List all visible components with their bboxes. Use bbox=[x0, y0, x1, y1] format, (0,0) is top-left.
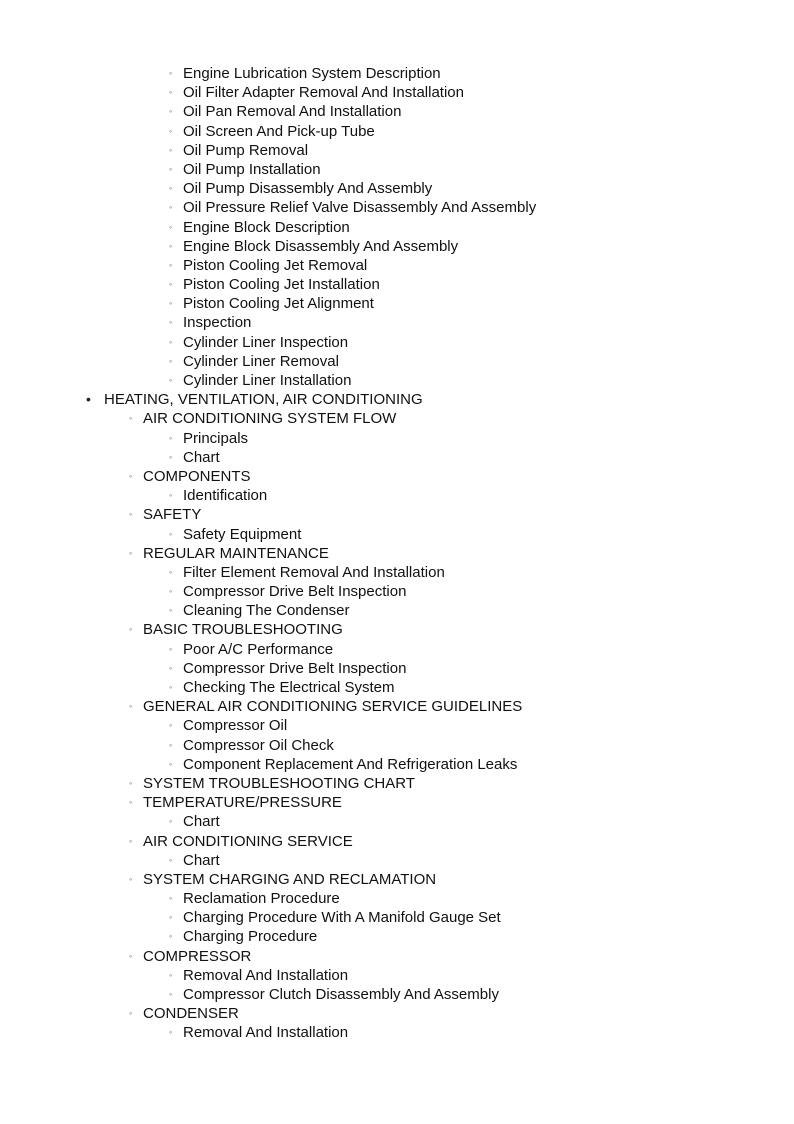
toc-entry-label: Piston Cooling Jet Removal bbox=[183, 256, 368, 274]
toc-entry-label: Cylinder Liner Installation bbox=[183, 372, 352, 389]
toc-subsection bbox=[0, 620, 794, 639]
toc-entry bbox=[0, 294, 794, 313]
bullet-circle-icon: ◦ bbox=[169, 451, 173, 462]
toc-entry bbox=[0, 275, 794, 294]
table-of-contents bbox=[0, 64, 794, 1043]
toc-entry-label: Cylinder Liner Removal bbox=[183, 352, 339, 370]
toc-entry bbox=[0, 141, 794, 160]
bullet-circle-icon: ◦ bbox=[169, 355, 173, 366]
bullet-circle-icon: ◦ bbox=[169, 854, 173, 865]
toc-entry-label: Poor A/C Performance bbox=[183, 640, 334, 658]
bullet-circle-icon: ◦ bbox=[129, 547, 133, 558]
bullet-circle-icon: ◦ bbox=[169, 643, 173, 654]
toc-entry bbox=[0, 160, 794, 179]
toc-entry bbox=[0, 486, 794, 505]
toc-entry-label: Engine Lubrication System Description bbox=[183, 65, 441, 82]
toc-entry-label: Reclamation Procedure bbox=[183, 890, 340, 908]
toc-entry bbox=[0, 889, 794, 908]
bullet-circle-icon: ◦ bbox=[169, 969, 173, 980]
toc-entry-label: GENERAL AIR CONDITIONING SERVICE GUIDELINES bbox=[143, 698, 523, 716]
toc-entry bbox=[0, 198, 794, 217]
bullet-circle-icon: ◦ bbox=[169, 163, 173, 174]
bullet-circle-icon: ◦ bbox=[169, 68, 173, 78]
toc-entry-label: Engine Block Disassembly And Assembly bbox=[183, 237, 459, 255]
bullet-circle-icon: ◦ bbox=[169, 586, 173, 597]
bullet-circle-icon: ◦ bbox=[169, 931, 173, 942]
toc-entry bbox=[0, 582, 794, 601]
toc-entry bbox=[0, 985, 794, 1004]
bullet-circle-icon: ◦ bbox=[169, 202, 173, 213]
bullet-circle-icon: ◦ bbox=[169, 739, 173, 750]
toc-entry-label: Oil Pump Disassembly And Assembly bbox=[183, 180, 433, 198]
toc-entry-label: Principals bbox=[183, 429, 249, 447]
bullet-circle-icon: ◦ bbox=[169, 528, 173, 539]
toc-entry-label: Piston Cooling Jet Alignment bbox=[183, 295, 374, 313]
toc-entry-label: Charging Procedure With A Manifold Gauge Set bbox=[183, 909, 501, 927]
bullet-circle-icon: ◦ bbox=[169, 566, 173, 577]
toc-entry bbox=[0, 102, 794, 121]
toc-entry-label: AIR CONDITIONING SERVICE bbox=[143, 832, 353, 850]
toc-entry-label: Charging Procedure bbox=[183, 928, 318, 946]
bullet-disc-icon: • bbox=[86, 391, 91, 408]
toc-subsection bbox=[0, 544, 794, 563]
bullet-circle-icon: ◦ bbox=[169, 221, 173, 232]
toc-entry bbox=[0, 601, 794, 620]
toc-subsection bbox=[0, 870, 794, 889]
toc-entry bbox=[0, 371, 794, 390]
toc-entry-label: Chart bbox=[183, 448, 220, 466]
toc-entry bbox=[0, 83, 794, 102]
toc-entry-label: Compressor Clutch Disassembly And Assembly bbox=[183, 986, 499, 1003]
toc-entry bbox=[0, 812, 794, 831]
toc-entry-label: Oil Pressure Relief Valve Disassembly And Assembly bbox=[183, 199, 537, 217]
toc-section bbox=[0, 390, 794, 409]
bullet-circle-icon: ◦ bbox=[169, 144, 173, 155]
toc-entry bbox=[0, 122, 794, 141]
toc-entry-label: Cleaning The Condenser bbox=[183, 602, 350, 620]
bullet-circle-icon: ◦ bbox=[129, 1008, 133, 1019]
toc-entry-label: COMPRESSOR bbox=[143, 947, 252, 965]
toc-entry bbox=[0, 256, 794, 275]
bullet-circle-icon: ◦ bbox=[129, 835, 133, 846]
toc-entry-label: HEATING, VENTILATION, AIR CONDITIONING bbox=[104, 391, 423, 409]
bullet-circle-icon: ◦ bbox=[129, 797, 133, 808]
toc-subsection bbox=[0, 793, 794, 812]
toc-entry bbox=[0, 313, 794, 332]
toc-entry-label: Compressor Drive Belt Inspection bbox=[183, 659, 407, 677]
bullet-circle-icon: ◦ bbox=[169, 893, 173, 904]
bullet-circle-icon: ◦ bbox=[169, 336, 173, 347]
toc-entry-label: Piston Cooling Jet Installation bbox=[183, 276, 380, 294]
bullet-circle-icon: ◦ bbox=[129, 509, 133, 520]
toc-entry-label: Chart bbox=[183, 813, 220, 831]
bullet-circle-icon: ◦ bbox=[169, 317, 173, 328]
toc-entry-label: Removal And Installation bbox=[183, 966, 349, 984]
bullet-circle-icon: ◦ bbox=[129, 470, 133, 481]
toc-entry bbox=[0, 237, 794, 256]
toc-entry bbox=[0, 563, 794, 582]
toc-subsection bbox=[0, 774, 794, 793]
toc-subsection bbox=[0, 1004, 794, 1023]
toc-entry-label: SYSTEM CHARGING AND RECLAMATION bbox=[143, 870, 437, 888]
toc-entry bbox=[0, 927, 794, 946]
bullet-circle-icon: ◦ bbox=[169, 720, 173, 731]
bullet-circle-icon: ◦ bbox=[129, 624, 133, 635]
bullet-circle-icon: ◦ bbox=[169, 375, 173, 385]
bullet-circle-icon: ◦ bbox=[169, 183, 173, 194]
toc-subsection bbox=[0, 697, 794, 716]
toc-entry-label: Oil Pan Removal And Installation bbox=[183, 103, 402, 121]
toc-entry bbox=[0, 736, 794, 755]
toc-entry bbox=[0, 908, 794, 927]
toc-entry-label: Oil Pump Installation bbox=[183, 160, 321, 178]
bullet-circle-icon: ◦ bbox=[169, 432, 173, 443]
bullet-circle-icon: ◦ bbox=[169, 490, 173, 501]
bullet-circle-icon: ◦ bbox=[169, 259, 173, 270]
bullet-circle-icon: ◦ bbox=[169, 125, 173, 136]
bullet-circle-icon: ◦ bbox=[169, 1027, 173, 1038]
bullet-circle-icon: ◦ bbox=[169, 87, 173, 98]
bullet-circle-icon: ◦ bbox=[169, 662, 173, 673]
toc-subsection bbox=[0, 505, 794, 524]
toc-entry-label: COMPONENTS bbox=[143, 467, 251, 485]
toc-entry bbox=[0, 966, 794, 985]
toc-entry-label: BASIC TROUBLESHOOTING bbox=[143, 621, 343, 639]
toc-entry bbox=[0, 525, 794, 544]
toc-entry-label: Removal And Installation bbox=[183, 1024, 349, 1042]
toc-subsection bbox=[0, 832, 794, 851]
toc-entry bbox=[0, 429, 794, 448]
toc-entry bbox=[0, 755, 794, 774]
bullet-circle-icon: ◦ bbox=[129, 777, 133, 788]
toc-entry-label: Oil Filter Adapter Removal And Installation bbox=[183, 84, 464, 102]
toc-entry-label: Compressor Drive Belt Inspection bbox=[183, 583, 407, 601]
toc-entry-label: Inspection bbox=[183, 314, 252, 332]
toc-entry bbox=[0, 659, 794, 678]
bullet-circle-icon: ◦ bbox=[169, 240, 173, 251]
bullet-circle-icon: ◦ bbox=[169, 605, 173, 616]
toc-entry bbox=[0, 218, 794, 237]
bullet-circle-icon: ◦ bbox=[169, 682, 173, 692]
toc-entry bbox=[0, 179, 794, 198]
toc-entry-label: TEMPERATURE/PRESSURE bbox=[143, 794, 342, 812]
toc-subsection bbox=[0, 947, 794, 966]
toc-entry-label: Oil Pump Removal bbox=[183, 141, 309, 159]
toc-entry bbox=[0, 64, 794, 83]
toc-entry-label: Chart bbox=[183, 851, 220, 869]
toc-entry-label: Identification bbox=[183, 487, 268, 505]
toc-entry-label: Filter Element Removal And Installation bbox=[183, 563, 445, 581]
bullet-circle-icon: ◦ bbox=[129, 950, 133, 961]
toc-entry-label: REGULAR MAINTENANCE bbox=[143, 544, 329, 562]
toc-entry-label: Safety Equipment bbox=[183, 525, 302, 543]
toc-entry bbox=[0, 716, 794, 735]
bullet-circle-icon: ◦ bbox=[169, 816, 173, 827]
bullet-circle-icon: ◦ bbox=[169, 298, 173, 309]
toc-entry-label: Compressor Oil bbox=[183, 717, 288, 735]
bullet-circle-icon: ◦ bbox=[129, 413, 133, 424]
toc-entry bbox=[0, 1023, 794, 1042]
bullet-circle-icon: ◦ bbox=[129, 701, 133, 712]
toc-entry-label: SYSTEM TROUBLESHOOTING CHART bbox=[143, 774, 415, 792]
bullet-circle-icon: ◦ bbox=[169, 279, 173, 290]
toc-entry-label: Cylinder Liner Inspection bbox=[183, 333, 349, 351]
toc-entry bbox=[0, 678, 794, 697]
toc-entry-label: Compressor Oil Check bbox=[183, 736, 334, 754]
bullet-circle-icon: ◦ bbox=[129, 873, 133, 884]
toc-entry bbox=[0, 640, 794, 659]
toc-entry-label: AIR CONDITIONING SYSTEM FLOW bbox=[143, 410, 397, 428]
toc-entry-label: CONDENSER bbox=[143, 1005, 239, 1023]
toc-subsection bbox=[0, 467, 794, 486]
toc-entry bbox=[0, 448, 794, 467]
toc-entry-label: Checking The Electrical System bbox=[183, 679, 395, 696]
toc-entry-label: Engine Block Description bbox=[183, 218, 350, 236]
toc-entry-label: Oil Screen And Pick-up Tube bbox=[183, 122, 375, 140]
toc-entry bbox=[0, 333, 794, 352]
bullet-circle-icon: ◦ bbox=[169, 912, 173, 923]
toc-entry bbox=[0, 851, 794, 870]
toc-entry-label: Component Replacement And Refrigeration Leaks bbox=[183, 755, 518, 773]
toc-entry-label: SAFETY bbox=[143, 506, 202, 524]
toc-entry bbox=[0, 352, 794, 371]
toc-subsection bbox=[0, 409, 794, 428]
bullet-circle-icon: ◦ bbox=[169, 106, 173, 117]
bullet-circle-icon: ◦ bbox=[169, 758, 173, 769]
bullet-circle-icon: ◦ bbox=[169, 989, 173, 999]
